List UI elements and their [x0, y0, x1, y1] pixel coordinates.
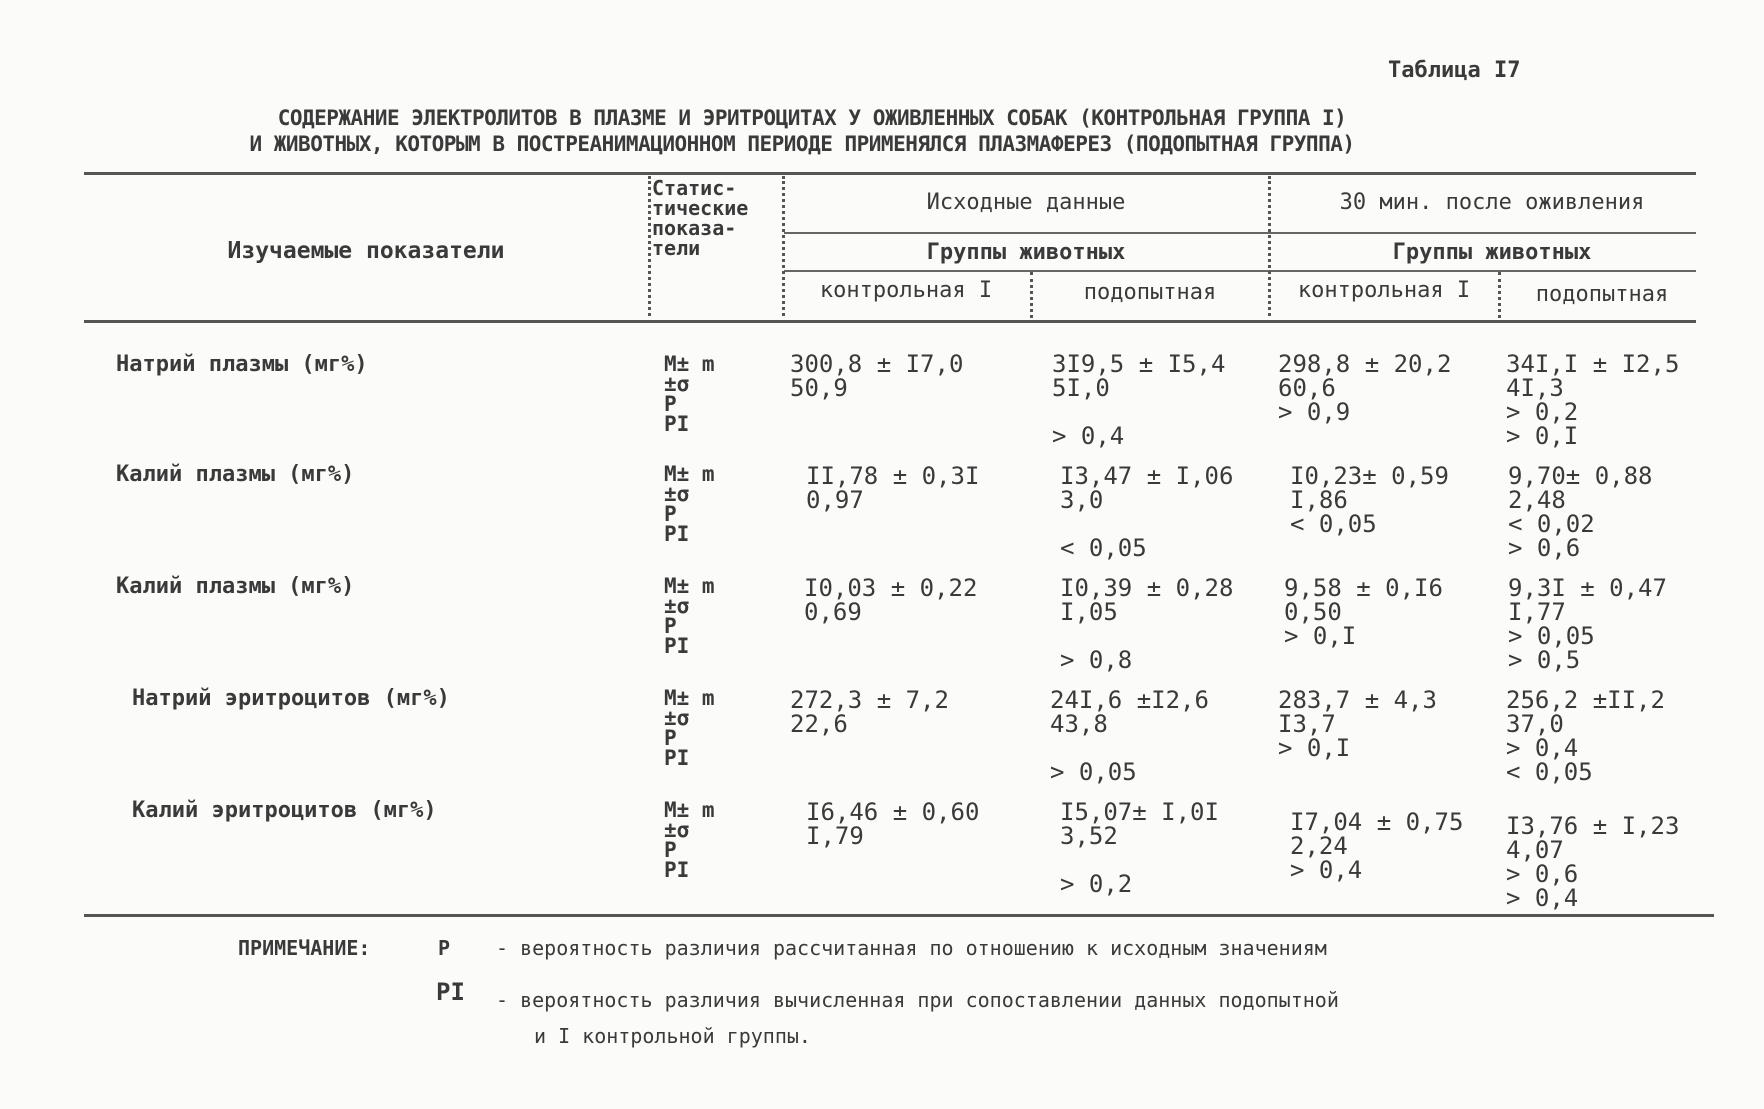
cell-after-experimental: 9,3I ± 0,47 I,77 > 0,05 > 0,5 [1508, 574, 1667, 674]
cell-init-experimental: I0,39 ± 0,28 I,05 > 0,8 [1060, 574, 1234, 674]
after-group-divider [1498, 272, 1501, 318]
cell-after-control: 283,7 ± 4,3 I3,7 > 0,I [1278, 686, 1437, 762]
header-experimental-after: подопытная [1535, 282, 1669, 307]
indicator-potassium-plasma: Калий плазмы (мг%) [116, 462, 355, 487]
note-p1-text: - вероятность различия вычисленная при сопоставлении данных подопытной [496, 988, 1339, 1012]
header-period-after: 30 мин. после оживления [1339, 190, 1645, 215]
note-p1-text-continued: и I контрольной группы. [534, 1024, 811, 1048]
stat-symbols: M± m ±σ P PI [664, 798, 715, 882]
stat-col-right-divider [782, 176, 785, 316]
table-label: Таблица I7 [1388, 58, 1521, 83]
cell-init-control: I6,46 ± 0,60 I,79 [806, 798, 980, 850]
init-group-divider [1030, 272, 1033, 318]
cell-after-experimental: 34I,I ± I2,5 4I,3 > 0,2 > 0,I [1506, 350, 1680, 450]
header-experimental-initial: подопытная [1083, 280, 1217, 305]
stat-col-left-divider [648, 176, 651, 316]
note-p1-symbol: PI [436, 978, 465, 1006]
header-bottom-rule [84, 320, 1696, 323]
cell-after-control: 9,58 ± 0,I6 0,50 > 0,I [1284, 574, 1443, 650]
cell-init-experimental: I5,07± I,0I 3,52 > 0,2 [1060, 798, 1219, 898]
table-bottom-rule [84, 914, 1714, 917]
indicator-potassium-erythrocytes: Калий эритроцитов (мг%) [132, 798, 437, 823]
stat-symbols: M± m ±σ P PI [664, 462, 715, 546]
cell-init-control: I0,03 ± 0,22 0,69 [804, 574, 978, 626]
cell-after-control: I7,04 ± 0,75 2,24 > 0,4 [1290, 808, 1464, 884]
table-title-line-1: СОДЕРЖАНИЕ ЭЛЕКТРОЛИТОВ В ПЛАЗМЕ И ЭРИТРОЦИТАХ У ОЖИВЛЕННЫХ СОБАК (КОНТРОЛЬНАЯ ГРУППА I) [277, 106, 1347, 130]
cell-after-experimental: I3,76 ± I,23 4,07 > 0,6 > 0,4 [1506, 812, 1680, 912]
cell-init-experimental: 24I,6 ±I2,6 43,8 > 0,05 [1050, 686, 1209, 786]
cell-after-experimental: 9,70± 0,88 2,48 < 0,02 > 0,6 [1508, 462, 1653, 562]
period-rule [784, 232, 1696, 234]
header-stat: Статис- тические показа- тели [652, 176, 749, 260]
header-control-initial: контрольная I [819, 278, 993, 303]
note-label: ПРИМЕЧАНИЕ: [238, 936, 371, 960]
header-indicators: Изучаемые показатели [227, 238, 505, 264]
cell-after-control: I0,23± 0,59 I,86 < 0,05 [1290, 462, 1449, 538]
indicator-sodium-plasma: Натрий плазмы (мг%) [116, 352, 368, 377]
stat-symbols: M± m ±σ P PI [664, 574, 715, 658]
header-animal-groups-after: Группы животных [1392, 240, 1592, 265]
cell-after-control: 298,8 ± 20,2 60,6 > 0,9 [1278, 350, 1452, 426]
cell-after-experimental: 256,2 ±II,2 37,0 > 0,4 < 0,05 [1506, 686, 1665, 786]
indicator-potassium-plasma: Калий плазмы (мг%) [116, 574, 355, 599]
header-control-after: контрольная I [1297, 278, 1471, 303]
note-p-symbol: P [438, 936, 451, 960]
cell-init-experimental: I3,47 ± I,06 3,0 < 0,05 [1060, 462, 1234, 562]
header-period-initial: Исходные данные [926, 190, 1126, 215]
stat-symbols: M± m ±σ P PI [664, 686, 715, 770]
indicator-sodium-erythrocytes: Натрий эритроцитов (мг%) [132, 686, 450, 711]
cell-init-control: 300,8 ± I7,0 50,9 [790, 350, 964, 402]
cell-init-control: II,78 ± 0,3I 0,97 [806, 462, 980, 514]
table-title-line-2: И ЖИВОТНЫХ, КОТОРЫМ В ПОСТРЕАНИМАЦИОННОМ ПЕРИОДЕ ПРИМЕНЯЛСЯ ПЛАЗМАФЕРЕЗ (ПОДОПЫТНАЯ ГРУППА) [249, 132, 1355, 156]
header-animal-groups-initial: Группы животных [926, 240, 1126, 265]
group-rule [784, 270, 1696, 272]
stat-symbols: M± m ±σ P PI [664, 352, 715, 436]
cell-init-control: 272,3 ± 7,2 22,6 [790, 686, 949, 738]
cell-init-experimental: 3I9,5 ± I5,4 5I,0 > 0,4 [1052, 350, 1226, 450]
table-top-rule [84, 172, 1696, 175]
note-p-text: - вероятность различия рассчитанная по отношению к исходным значениям [496, 936, 1327, 960]
period-divider [1268, 176, 1271, 316]
